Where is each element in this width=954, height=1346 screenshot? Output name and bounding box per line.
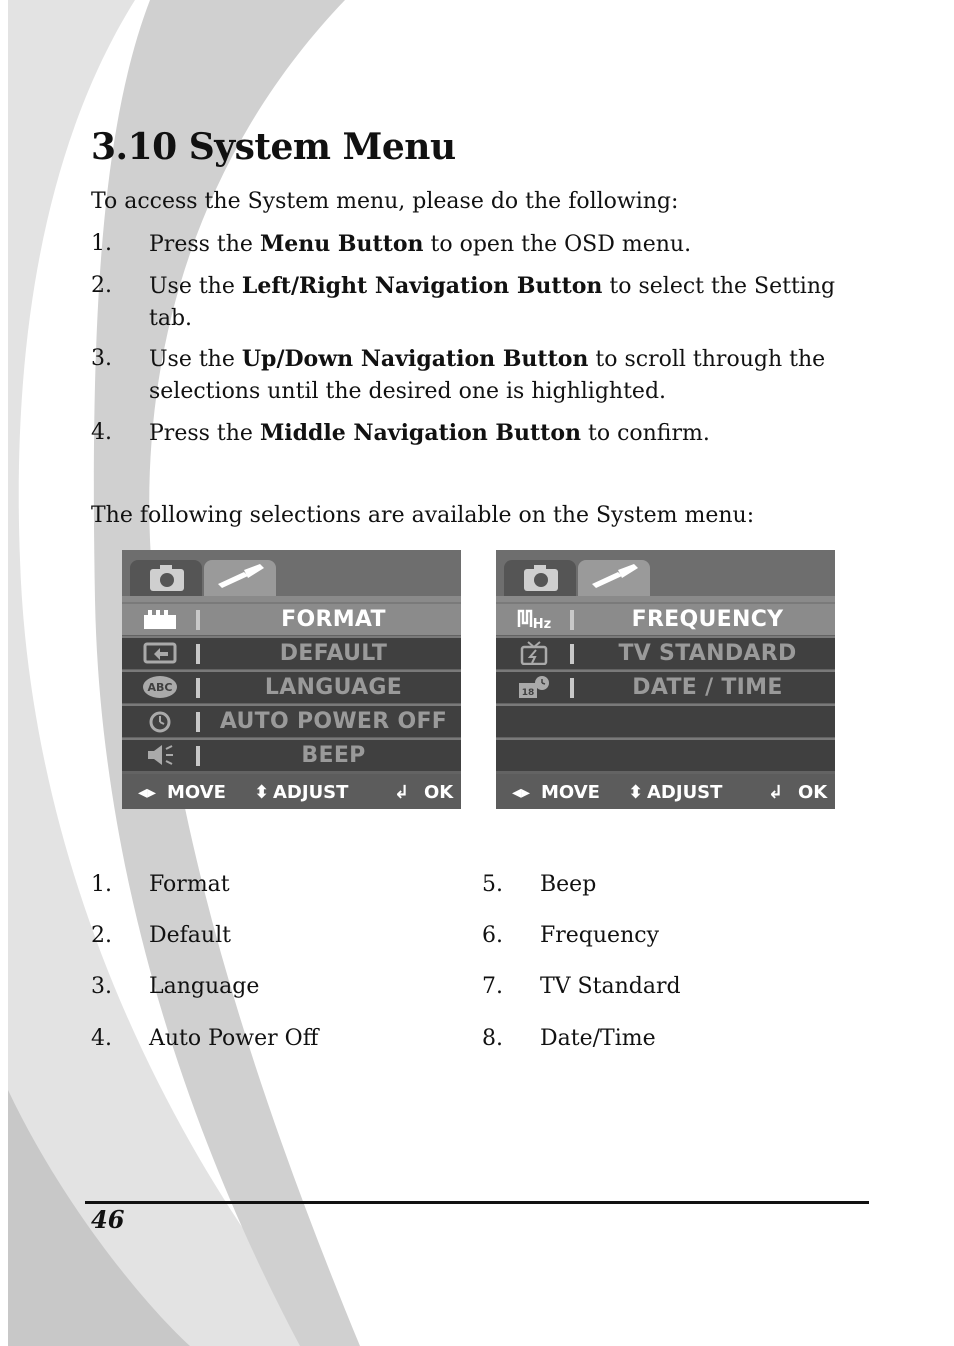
step-number: 1. [91,231,112,256]
frequency-icon [516,607,552,631]
default-icon [142,641,178,665]
page-number: 46 [91,1205,125,1234]
date-time-icon [516,675,552,699]
beep-icon [142,743,178,767]
osd-row-default [122,636,461,669]
adjust-hint: ADJUST [647,782,723,803]
osd-row-empty [496,704,835,737]
osd-footer [496,774,835,809]
osd-row-label: AUTO POWER OFF [219,709,448,734]
osd-row-label: LANGUAGE [264,675,403,700]
step-2: 2. Use the Left/Right Navigation Button to select the Setting tab. [91,270,851,334]
move-arrows-icon: ◂▸ [512,782,531,803]
adjust-hint: ADJUST [273,782,349,803]
osd-screen-system-menu-page-2 [496,550,835,809]
step-number: 3. [91,346,112,371]
step-3: 3. Use the Up/Down Navigation Button to scroll through the selections until the desired one is highlighted. [91,343,851,407]
osd-row-label: DEFAULT [279,641,388,666]
step-number: 4. [91,420,112,445]
footer-rule [85,1201,869,1204]
osd-row-language [122,670,461,703]
intro-text: To access the System menu, please do the following: [91,189,679,214]
svg-text:18: 18 [521,688,535,698]
step-1: 1. Press the Menu Button to open the OSD menu. [91,228,851,260]
step-number: 2. [91,273,112,298]
ok-hint: OK [424,782,454,803]
osd-row-tv-standard [496,636,835,669]
osd-row-empty [496,738,835,771]
osd-screen-system-menu-page-1 [122,550,461,809]
camera-tab [504,560,576,598]
camera-icon [504,560,576,596]
osd-row-auto-power-off [122,704,461,737]
setting-tab [578,560,650,598]
wrench-icon [204,560,276,596]
osd-row-label: BEEP [301,743,366,768]
osd-row-label: FORMAT [281,607,386,632]
wrench-icon [578,560,650,596]
osd-row-label: TV STANDARD [618,641,797,666]
osd-row-label: FREQUENCY [631,607,784,632]
osd-row-beep [122,738,461,771]
osd-row-frequency [496,602,835,635]
adjust-arrows-icon: ⬍ [628,782,644,803]
camera-tab [130,560,202,598]
language-icon [142,675,178,699]
osd-row-format [122,602,461,635]
tv-standard-icon [516,641,552,665]
enter-icon: ↲ [394,782,410,803]
move-arrows-icon: ◂▸ [138,782,157,803]
step-4: 4. Press the Middle Navigation Button to confirm. [91,417,851,449]
svg-text:ABC: ABC [147,681,173,694]
adjust-arrows-icon: ⬍ [254,782,270,803]
osd-row-label: DATE / TIME [632,675,783,700]
ok-hint: OK [798,782,828,803]
camera-icon [130,560,202,596]
svg-text:Hz: Hz [532,617,552,631]
auto-power-off-icon [142,709,178,733]
page-title: 3.10 System Menu [91,126,456,168]
format-icon [142,607,178,631]
enter-icon: ↲ [768,782,784,803]
osd-row-date-time [496,670,835,703]
move-hint: MOVE [167,782,226,803]
selections-intro: The following selections are available on the System menu: [91,503,755,528]
osd-footer [122,774,461,809]
setting-tab [204,560,276,598]
move-hint: MOVE [541,782,600,803]
